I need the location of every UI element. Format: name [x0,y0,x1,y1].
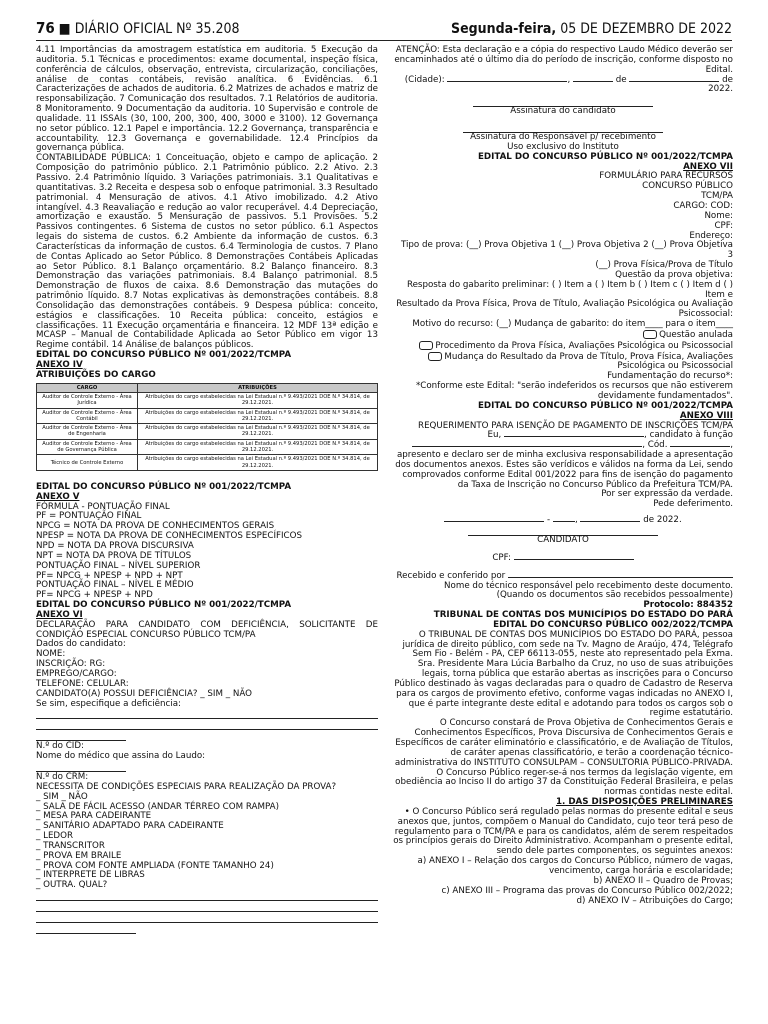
fill-line[interactable] [36,902,378,912]
eu-line: Eu, , candidato à função , Cód. , apresento e declaro ser de minha exclusiva responsabilidade a apresentação dos documentos anexos. Estes são verídicos e válidos na forma da Lei, sendo comprovados conforme Edital 001/2022 para fins de isenção do pagamento da Taxa de Inscrição no Concurso Público da Prefeitura TCM/PA. [395,430,733,490]
disposicoes-heading: 1. DAS DISPOSIÇÕES PRELIMINARES [555,797,733,808]
motivo-line[interactable]: Motivo do recurso: (__) Mudança de gabarito: do item____ para o item____ [412,319,733,330]
condicao-option[interactable]: _ OUTRA. QUAL? [36,880,108,891]
header-left [36,19,240,40]
candidato-funcao-label: candidato à função [649,430,733,441]
condicao-option[interactable]: _ PROVA EM BRAILE [36,850,122,861]
anexo-item: d) ANEXO IV – Atribuições do Cargo; [576,895,733,906]
left-column [36,46,378,935]
table-row [37,455,378,471]
fill-line[interactable] [36,762,126,772]
publication-name: DIÁRIO OFICIAL Nº 35.208 [74,21,240,37]
anexo-item: c) ANEXO III – Programa das provas do Concurso Público 002/2022; [441,885,733,896]
cidade-field[interactable] [447,81,567,82]
dados-line: Dados do candidato: [36,639,126,650]
atencao-paragraph: ATENÇÃO: Esta declaração e a cópia do respectivo Laudo Médico deverão ser encaminhados até o último dia do período de inscrição, conforme disposto no Edital. [394,45,733,75]
condicao-option[interactable]: _ MESA PARA CADEIRANTE [36,811,152,822]
dados-line: Se sim, especifique a deficiência: [36,698,181,709]
declaracao-title: DECLARAÇÃO PARA CANDIDATO COM DEFICIÊNCIA, SOLICITANTE DE CONDIÇÃO ESPECIAL CONCURSO PÚBLICO TCM/PA [36,619,378,640]
table-row [37,408,378,424]
recursos-line: CPF: [714,220,733,231]
cargo-cell: Auditor de Controle Externo - Área de Engenharia [37,424,138,440]
anexo-iv-heading: ANEXO IV [36,360,83,370]
condicao-option[interactable]: _ SALA DE FÁCIL ACESSO (ANDAR TÉRREO COM RAMPA) [36,801,279,812]
intro-paragraph: 4.11 Importâncias da amostragem estatística em auditoria. 5 Execução da auditoria. 5.1 Técnicas e procedimentos: exame documental, inspeção física, conferência de cálculos, observação, entrevista, circularização, conciliações, análise de contas contábeis, revisão analítica. 6 Evidências. 6.1 Caracterizações de achados de auditoria. 6.2 Matrizes de achados e matriz de responsabilização. 7 Comunicação dos resultados. 7.1 Relatórios de auditoria. 8 Monitoramento. 9 Documentação da auditoria. 10 Supervisão e controle de qualidade. 11 ISSAIs (30, 100, 200, 300, 400, 3000 e 3100). 12 Governança no setor público. 12.1 Papel e importância. 12.2 Governança, transparência e accountability. 12.3 Governança e governabilidade. 12.4 Princípios da governança pública. [36,45,378,154]
month-field[interactable] [580,521,640,522]
cpf-line [393,554,733,564]
eu-label: Eu, [487,430,502,441]
candidato-label: CANDIDATO [537,534,589,545]
edital-heading-viii: EDITAL DO CONCURSO PÚBLICO Nº 001/2022/TCMPA [477,400,733,411]
fill-line[interactable] [36,720,378,730]
fill-line[interactable] [36,891,378,901]
month-field[interactable] [629,81,719,82]
header-weekday: Segunda-feira, [451,21,557,37]
cargo-cell: Auditor de Controle Externo - Área Contábil [37,408,138,424]
day-field[interactable] [573,81,613,82]
uso-exclusivo: Uso exclusivo do Instituto [507,141,619,152]
formula-line: FÓRMULA - PONTUAÇÃO FINAL [36,501,170,512]
formula-line: NPCG = NOTA DA PROVA DE CONHECIMENTOS GERAIS [36,521,275,532]
cod-label: Cód. [647,440,668,451]
cargos-table [36,383,378,471]
condicao-option[interactable]: _ SANITÁRIO ADAPTADO PARA CADEIRANTE [36,821,224,832]
resultado-line: Resultado da Prova Física, Prova de Título, Avaliação Psicológica ou Avaliação Psicossocial: [396,299,733,320]
formula-line: NPESP = NOTA DA PROVA DE CONHECIMENTOS ESPECÍFICOS [36,531,302,542]
formula-line: NPT = NOTA DA PROVA DE TÍTULOS [36,550,192,561]
header-atribuicoes: ATRIBUIÇÕES [138,383,378,392]
requerimento-title: REQUERIMENTO PARA ISENÇÃO DE PAGAMENTO DE INSCRIÇÕES TCM/PA [418,420,733,431]
cpf-field[interactable] [514,559,634,560]
fill-line[interactable] [36,924,136,934]
motivo-option-label: Questão anulada [659,329,733,340]
edital-heading-v: EDITAL DO CONCURSO PÚBLICO Nº 001/2022/TCMPA [36,481,292,492]
square-icon: ■ [58,21,71,37]
edital-002-heading: EDITAL DO CONCURSO PÚBLICO 002/2022/TCMPA [493,619,733,630]
date-line: - , de 2022. [393,516,733,526]
dados-line: TELEFONE: CELULAR: [36,678,129,689]
atribuicoes-cell: Atribuições do cargo estabelecidas na Lei Estadual n.º 9.493/2021 DOE N.º 34.814, de 29.12.2021. [138,408,378,424]
formula-line: NPD = NOTA DA PROVA DISCURSIVA [36,541,194,552]
dados-line: CANDIDATO(A) POSSUI DEFICIÊNCIA? _ SIM _ NÃO [36,688,252,699]
table-header-row [37,383,378,392]
recursos-line: CONCURSO PÚBLICO [642,181,733,192]
funcao-field[interactable] [412,446,642,447]
cidade-de: de [615,74,627,85]
condicao-option[interactable]: _ TRANSCRITOR [36,840,105,851]
table-row [37,439,378,455]
assinatura-candidato: Assinatura do candidato [510,106,616,117]
protocolo: Protocolo: 884352 [643,600,733,611]
anexo-viii-heading: ANEXO VIII [679,410,733,421]
page-header [36,18,732,41]
checkbox[interactable] [428,352,442,361]
atribuicoes-cell: Atribuições do cargo estabelecidas na Lei Estadual n.º 9.493/2021 DOE N.º 34.814, de 29.12.2021. [138,424,378,440]
atribuicoes-cell: Atribuições do cargo estabelecidas na Lei Estadual n.º 9.493/2021 DOE N.º 34.814, de 29.12.2021. [138,392,378,408]
anexo-item: b) ANEXO II – Quadro de Provas; [593,875,733,886]
atribuicoes-title: ATRIBUIÇÕES DO CARGO [36,369,156,380]
cod-field[interactable] [670,446,730,447]
header-cargo: CARGO [37,383,138,392]
tribunal-paragraph-2: O Concurso constará de Prova Objetiva de Conhecimentos Gerais e Conhecimentos Específicos, Prova Discursiva de Conhecimentos Gerais e Específicos de caráter eliminatório e classificatório, e de Avaliação de Títulos, de caráter apenas classificatório, e terão a coordenação técnico-administrativa do INSTITUTO CONSULPAM – CONSULTORIA PÚBLICO-PRIVADA. O Concurso Público reger-se-á nos termos da legislação vigente, em obediência ao Inciso II do artigo 37 da Constituição Federal Brasileira, e pelas normas contidas neste edital. [394,718,733,798]
edital-heading-vii: EDITAL DO CONCURSO PÚBLICO Nº 001/2022/TCMPA [477,151,733,162]
recursos-line: CARGO: COD: [673,200,733,211]
questao-label: Questão da prova objetiva: [615,269,733,280]
cargo-cell: Técnico de Controle Externo [37,455,138,471]
header-date: 05 DE DEZEMBRO DE 2022 [560,21,732,37]
cargo-cell: Auditor de Controle Externo - Área de Governança Pública [37,439,138,455]
assinatura-responsavel: Assinatura do Responsável p/ recebimento [470,132,656,143]
atribuicoes-cell: Atribuições do cargo estabelecidas na Lei Estadual n.º 9.493/2021 DOE N.º 34.814, de 29.12.2021. [138,455,378,471]
cid-label: N.º do CID: [36,741,84,752]
necessita-question: NECESSITA DE CONDIÇÕES ESPECIAIS PARA REALIZAÇÃO DA PROVA? [36,781,337,792]
tipo-prova[interactable]: Tipo de prova: (__) Prova Objetiva 1 (__) Prova Objetiva 2 (__) Prova Objetiva 3 [400,240,733,261]
apresento-text: , apresento e declaro ser de minha exclusiva responsabilidade a apresentação dos documentos anexos. Estes são verídicos e válidos na forma da Lei, sendo comprovados conforme Edital 001/2022 para fins de isenção do pagamento da Taxa de Inscrição no Concurso Público da Prefeitura TCM/PA. [395,440,733,490]
recursos-line: FORMULÁRIO PARA RECURSOS [599,171,733,182]
atribuicoes-cell: Atribuições do cargo estabelecidas na Lei Estadual n.º 9.493/2021 DOE N.º 34.814, de 29.12.2021. [138,439,378,455]
condicao-option[interactable]: _ PROVA COM FONTE AMPLIADA (FONTE TAMANHO 24) [36,860,274,871]
crm-label: N.º do CRM: [36,772,89,783]
recursos-line: TCM/PA [701,191,733,202]
formula-line: PF= NPCG + NPESP + NPD + NPT [36,570,183,581]
fill-line[interactable] [36,731,126,741]
checkbox[interactable] [643,330,657,339]
medico-label: Nome do médico que assina do Laudo: [36,751,206,762]
place-field[interactable] [444,521,544,522]
condicao-option[interactable]: _ LEDOR [36,831,73,842]
motivo-option-label: Mudança do Resultado da Prova de Título, Prova Física, Avaliações Psicológica ou Psicossocial [444,351,733,372]
pede-line: Pede deferimento. [653,499,733,510]
edital-heading-vi: EDITAL DO CONCURSO PÚBLICO Nº 001/2022/TCMPA [36,600,292,611]
formula-line: PF= NPCG + NPESP + NPD [36,590,153,601]
nome-tecnico: Nome do técnico responsável pelo recebimento deste documento. [444,580,733,591]
tribunal-title: TRIBUNAL DE CONTAS DOS MUNICÍPIOS DO ESTADO DO PARÁ [433,610,733,621]
formula-line: PONTUAÇÃO FINAL – NÍVEL SUPERIOR [36,560,201,571]
anexo-item: a) ANEXO I – Relação dos cargos do Concurso Público, número de vagas, vencimento, carga horária e escolaridade; [417,856,733,876]
table-row [37,424,378,440]
conforme-note: *Conforme este Edital: "serão indeferidos os recursos que não estiverem devidamente fundamentados". [415,381,733,401]
disposicoes-paragraph: • O Concurso Público será regulado pelas normas do presente edital e seus anexos que, juntos, compõem o Manual do Candidato, cujo teor terá peso de regulamento para o TCM/PA e para os candidatos, além de serem respeitados os princípios gerais do Direito Administrativo. Acompanham o presente edital, sendo dele partes componentes, os seguintes anexos: [393,806,733,857]
motivo-option[interactable] [393,330,733,341]
day-field[interactable] [553,521,575,522]
edital-heading-iv: EDITAL DO CONCURSO PÚBLICO Nº 001/2022/TCMPA [36,350,292,361]
contabilidade-paragraph: CONTABILIDADE PÚBLICA: 1 Conceituação, objeto e campo de aplicação. 2 Composição do patrimônio público. 2.1 Patrimônio público. 2.2 Ativo. 2.3 Passivo. 2.4 Patrimônio líquido. 3 Variações patrimoniais. 3.1 Qualitativas e quantitativas. 3.2 Receita e despesa sob o enfoque patrimonial. 3.3 Resultado patrimonial. 4 Mensuração de ativos. 4.1 Ativo imobilizado. 4.2 Ativo intangível. 4.3 Reavaliação e redução ao valor recuperável. 4.4 Depreciação, amortização e exaustão. 5 Mensuração de passivos. 5.1 Provisões. 5.2 Passivos contingentes. 6 Sistema de custos no setor público. 6.1 Aspectos legais do sistema de custos. 6.2 Ambiente da informação de custos. 6.3 Características da informação de custos. 6.4 Terminologia de custos. 7 Plano de Contas Aplicado ao Setor Público. 8 Demonstrações Contábeis Aplicadas ao Setor Público. 8.1 Balanço orçamentário. 8.2 Balanço financeiro. 8.3 Demonstração das variações patrimoniais. 8.4 Balanço patrimonial. 8.5 Demonstração de fluxos de caixa. 8.6 Demonstração das mutações do patrimônio líquido. 8.7 Notas explicativas às demonstrações contábeis. 8.8 Consolidação das demonstrações contábeis. 9 Despesa pública: conceito, estágios e classificações. 10 Receita pública: conceito, estágios e classificações. 11 Execução orçamentária e financeira. 12 MDF 13ª edição e MCASP – Manual de Contabilidade Aplicada ao Setor Público em vigor 13 Regime contábil. 14 Análise de balanços públicos. [36,153,378,351]
anexo-vii-heading: ANEXO VII [683,161,733,172]
condicao-option[interactable]: _ SIM _ NÃO [36,791,88,802]
recursos-line: Endereço: [689,230,733,241]
motivo-option-label: Procedimento da Prova Física, Avaliações Psicológica ou Psicossocial [435,340,733,351]
anexo-vi-heading: ANEXO VI [36,609,83,620]
recursos-line: Nome: [704,210,733,221]
date-year: de 2022. [643,515,682,526]
name-field[interactable] [504,436,644,437]
cpf-label: CPF: [492,552,511,563]
table-row [37,392,378,408]
page-number: 76 [36,19,55,37]
fundamentacao-label: Fundamentação do recurso*: [607,371,733,382]
checkbox[interactable] [419,341,433,350]
anexo-v-heading: ANEXO V [36,491,80,502]
motivo-option[interactable] [393,341,733,352]
tipo-prova-2[interactable]: (__) Prova Física/Prova de Título [595,260,733,271]
tribunal-paragraph-1: O TRIBUNAL DE CONTAS DOS MUNICÍPIOS DO ESTADO DO PARÁ, pessoa jurídica de direito público, com sede na Tv. Magno de Araújo, 474, Telégrafo Sem Fio - Belém - PA, CEP 66113-055, neste ato representado pela Exma. Sra. Presidente Mara Lúcia Barbalho da Cruz, no uso de suas atribuições legais, torna pública que estarão abertas as inscrições para o Concurso Público destinado às vagas declaradas para o quadro de Cadastro de Reserva para os cargos de provimento efetivo, conforme vagas indicadas no ANEXO I, que é parte integrante deste edital e adotando para todos os cargos sob o regime estatutário. [394,629,733,719]
dados-line: NOME: [36,649,66,660]
dados-line: INSCRIÇÃO: RG: [36,659,106,670]
cidade-year: de 2022. [708,74,733,95]
formula-line: PF = PONTUAÇÃO FINAL [36,511,142,522]
recebido-field[interactable] [508,577,733,578]
header-right [451,21,732,40]
resposta-line[interactable]: Resposta do gabarito preliminar: ( ) Item a ( ) Item b ( ) Item c ( ) Item d ( ) Item e [406,279,733,300]
quando-note: (Quando os documentos são recebidos pessoalmente) [496,590,733,601]
cidade-line: (Cidade): , de de 2022. [404,74,733,95]
formula-line: PONTUAÇÃO FINAL – NÍVEL E MÉDIO [36,580,194,591]
por-ser-line: Por ser expressão da verdade. [601,489,733,500]
fill-line[interactable] [36,709,378,719]
fill-line[interactable] [36,913,378,923]
condicao-option[interactable]: _ INTERPRETE DE LIBRAS [36,870,145,881]
recebido-label: Recebido e conferido por [396,570,506,581]
dados-line: EMPREGO/CARGO: [36,668,117,679]
right-column [393,46,733,906]
cidade-label: (Cidade): [404,74,445,85]
motivo-option[interactable] [393,352,733,373]
cargo-cell: Auditor de Controle Externo - Área Jurídica [37,392,138,408]
